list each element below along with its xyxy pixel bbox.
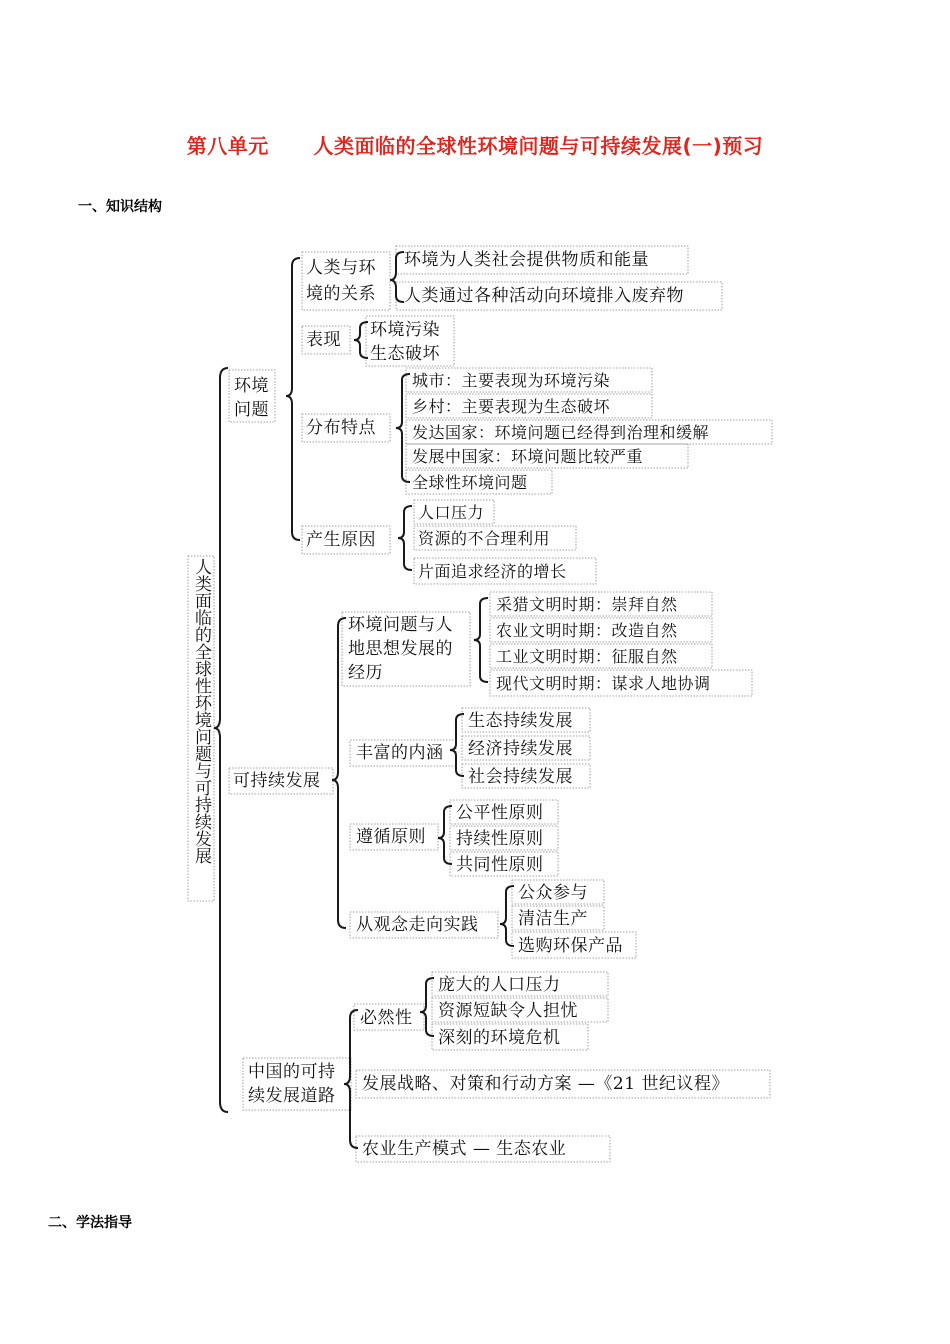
agriculture-node: 农业生产模式 — 生态农业 [362, 1139, 567, 1159]
content-item: 生态持续发展 [468, 711, 573, 731]
content-item: 社会持续发展 [468, 767, 573, 787]
root-node: 人类面临的全球性环境问题与可持续发展 [191, 558, 211, 864]
cause-item: 人口压力 [418, 503, 485, 522]
necessity-node: 必然性 [360, 1008, 413, 1028]
relation-node-line-1: 人类与环 [306, 258, 376, 278]
distribution-item: 乡村：主要表现为生态破坏 [412, 397, 611, 416]
history-item: 现代文明时期：谋求人地协调 [496, 674, 711, 693]
distribution-item: 城市：主要表现为环境污染 [412, 371, 611, 390]
history-node-line-1: 环境问题与人 [348, 615, 453, 635]
relation-item: 人类通过各种活动向环境排入废弃物 [404, 286, 684, 306]
principles-node: 遵循原则 [356, 827, 426, 847]
practice-item: 公众参与 [518, 883, 588, 903]
distribution-item: 发展中国家：环境问题比较严重 [412, 447, 644, 466]
history-item: 采猎文明时期：崇拜自然 [496, 595, 678, 614]
sustain-node: 可持续发展 [233, 771, 321, 791]
practice-node: 从观念走向实践 [356, 915, 479, 935]
strategy-node: 发展战略、对策和行动方案 —《21 世纪议程》 [362, 1074, 729, 1094]
principle-item: 共同性原则 [456, 855, 544, 875]
section-heading-knowledge: 一、知识结构 [78, 199, 162, 215]
history-node-line-3: 经历 [348, 663, 383, 683]
necessity-item: 庞大的人口压力 [438, 975, 561, 995]
manifest-node: 表现 [306, 330, 341, 350]
principle-item: 持续性原则 [456, 829, 544, 849]
china-node-line-2: 续发展道路 [248, 1086, 336, 1106]
relation-item: 环境为人类社会提供物质和能量 [404, 250, 649, 270]
section-heading-method: 二、学法指导 [48, 1215, 132, 1231]
necessity-item: 深刻的环境危机 [438, 1028, 561, 1048]
practice-item: 清洁生产 [518, 909, 588, 929]
history-node-line-2: 地思想发展的 [348, 639, 453, 659]
china-node-line-1: 中国的可持 [248, 1062, 336, 1082]
practice-item: 选购环保产品 [518, 936, 623, 956]
env-node-line-1 [234, 374, 274, 422]
principle-item: 公平性原则 [456, 803, 544, 823]
content-node: 丰富的内涵 [356, 743, 444, 763]
distribution-node: 分布特点 [306, 418, 376, 438]
content-item: 经济持续发展 [468, 739, 573, 759]
cause-item: 片面追求经济的增长 [418, 562, 567, 581]
distribution-item: 发达国家：环境问题已经得到治理和缓解 [412, 423, 710, 442]
distribution-item: 全球性环境问题 [412, 473, 528, 492]
necessity-item: 资源短缺令人担忧 [438, 1001, 578, 1021]
history-item: 工业文明时期：征服自然 [496, 647, 678, 666]
history-item: 农业文明时期：改造自然 [496, 621, 678, 640]
page-title: 第八单元 人类面临的全球性环境问题与可持续发展(一)预习 [186, 134, 764, 158]
relation-node-line-2: 境的关系 [306, 284, 376, 304]
env-node-label: 环境问题 [234, 376, 269, 420]
manifest-item: 生态破坏 [370, 344, 440, 364]
manifest-item: 环境污染 [370, 320, 440, 340]
cause-item: 资源的不合理利用 [418, 529, 551, 548]
causes-node: 产生原因 [306, 530, 376, 550]
